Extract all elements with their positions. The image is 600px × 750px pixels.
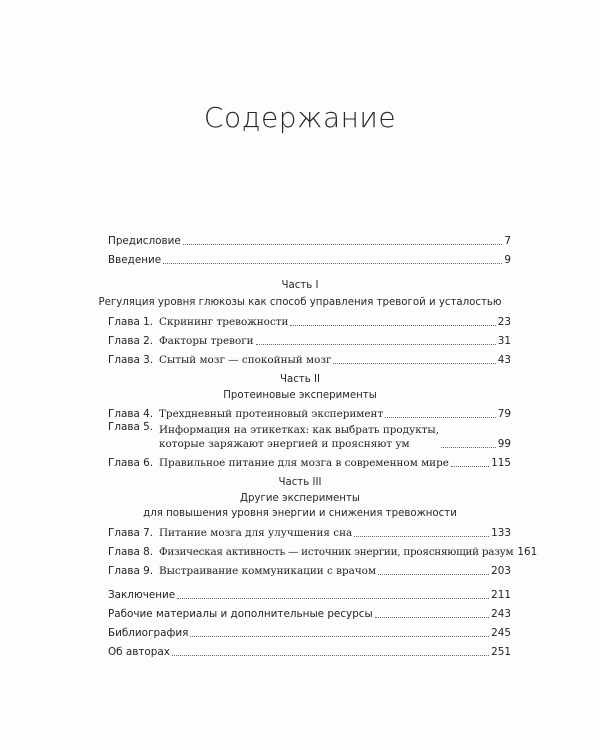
toc-entry-page: 161 [517, 546, 538, 558]
page-title: Содержание [203, 101, 397, 134]
toc-entry-chapter-5[interactable] [108, 421, 511, 451]
toc-entry-page: 203 [491, 565, 511, 577]
toc-entry-chapter-9[interactable] [108, 562, 511, 578]
toc-entry-chapter-7[interactable] [108, 524, 511, 540]
toc-entry-chapter-8[interactable] [108, 543, 538, 559]
dot-leader [451, 466, 489, 467]
toc-entry-page: 31 [497, 335, 511, 347]
dot-leader [378, 574, 489, 575]
part-heading: Часть I [281, 280, 319, 291]
toc-entry-label-block [159, 423, 439, 451]
dot-leader [172, 655, 489, 656]
toc-entry-resources[interactable] [108, 605, 511, 621]
toc-entry-about-authors[interactable] [108, 643, 511, 659]
chapter-number: Глава 3. [108, 354, 154, 366]
dot-leader [190, 636, 489, 637]
dot-leader [385, 417, 496, 418]
toc-entry-label: Предисловие [108, 235, 181, 247]
toc-entry-label: Питание мозга для улучшения сна [159, 527, 353, 539]
dot-leader [177, 598, 489, 599]
toc-entry-label: Заключение [108, 589, 176, 601]
chapter-number: Глава 1. [108, 316, 154, 328]
toc-entry-label: Скрининг тревожности [159, 316, 289, 328]
toc-entry-chapter-3[interactable] [108, 351, 511, 367]
dot-leader [354, 536, 489, 537]
chapter-number: Глава 5. [108, 421, 154, 433]
toc-entry-bibliography[interactable] [108, 624, 511, 640]
toc-entry-page: 251 [491, 646, 511, 658]
toc-entry-chapter-6[interactable] [108, 454, 511, 470]
chapter-number: Глава 7. [108, 527, 154, 539]
dot-leader [290, 325, 495, 326]
toc-entry-conclusion[interactable] [108, 586, 511, 602]
toc-entry-chapter-1[interactable] [108, 313, 511, 329]
part-subtitle: Протеиновые эксперименты [223, 390, 377, 401]
toc-entry-introduction[interactable] [108, 251, 511, 267]
chapter-number: Глава 8. [108, 546, 154, 558]
toc-entry-label: Выстраивание коммуникации с врачом [159, 565, 377, 577]
toc-entry-label: Правильное питание для мозга в современном мире [159, 457, 449, 469]
toc-entry-label: Трехдневный протеиновый эксперимент [159, 408, 384, 420]
part-subtitle: Другие эксперименты [240, 493, 360, 504]
dot-leader [183, 244, 503, 245]
chapter-number: Глава 6. [108, 457, 154, 469]
dot-leader [441, 447, 496, 448]
toc-entry-label-line-2: которые заряжают энергией и проясняют ум [159, 438, 410, 450]
part-subtitle: Регуляция уровня глюкозы как способ управления тревогой и усталостью [98, 297, 502, 308]
toc-entry-page: 245 [491, 627, 511, 639]
toc-entry-label: Об авторах [108, 646, 170, 658]
toc-entry-chapter-4[interactable] [108, 405, 511, 421]
toc-entry-page: 115 [491, 457, 511, 469]
toc-entry-page: 7 [504, 235, 511, 247]
toc-entry-label: Сытый мозг — спокойный мозг [159, 354, 332, 366]
toc-entry-page: 23 [497, 316, 511, 328]
part-heading: Часть II [279, 374, 320, 385]
dot-leader [163, 263, 502, 264]
part-heading: Часть III [278, 477, 322, 488]
toc-entry-page: 43 [497, 354, 511, 366]
toc-entry-chapter-2[interactable] [108, 332, 511, 348]
part-subtitle-line-2: для повышения уровня энергии и снижения тревожности [143, 508, 457, 519]
dot-leader [256, 344, 496, 345]
toc-entry-label: Введение [108, 254, 162, 266]
toc-entry-page: 9 [504, 254, 511, 266]
toc-entry-page: 243 [491, 608, 511, 620]
toc-entry-label: Факторы тревоги [159, 335, 254, 347]
chapter-number: Глава 2. [108, 335, 154, 347]
toc-entry-page: 79 [497, 408, 511, 420]
toc-entry-label: Рабочие материалы и дополнительные ресурсы [108, 608, 373, 620]
toc-entry-label-line-1: Информация на этикетках: как выбрать продукты, [159, 424, 440, 436]
dot-leader [375, 617, 489, 618]
toc-entry-page: 99 [497, 438, 511, 450]
toc-entry-page: 133 [491, 527, 511, 539]
toc-entry-label: Библиография [108, 627, 189, 639]
toc-entry-page: 211 [491, 589, 511, 601]
chapter-number: Глава 4. [108, 408, 154, 420]
chapter-number: Глава 9. [108, 565, 154, 577]
dot-leader [333, 363, 495, 364]
toc-entry-label: Физическая активность — источник энергии, проясняющий разум [159, 546, 514, 558]
toc-entry-preface[interactable] [108, 232, 511, 248]
